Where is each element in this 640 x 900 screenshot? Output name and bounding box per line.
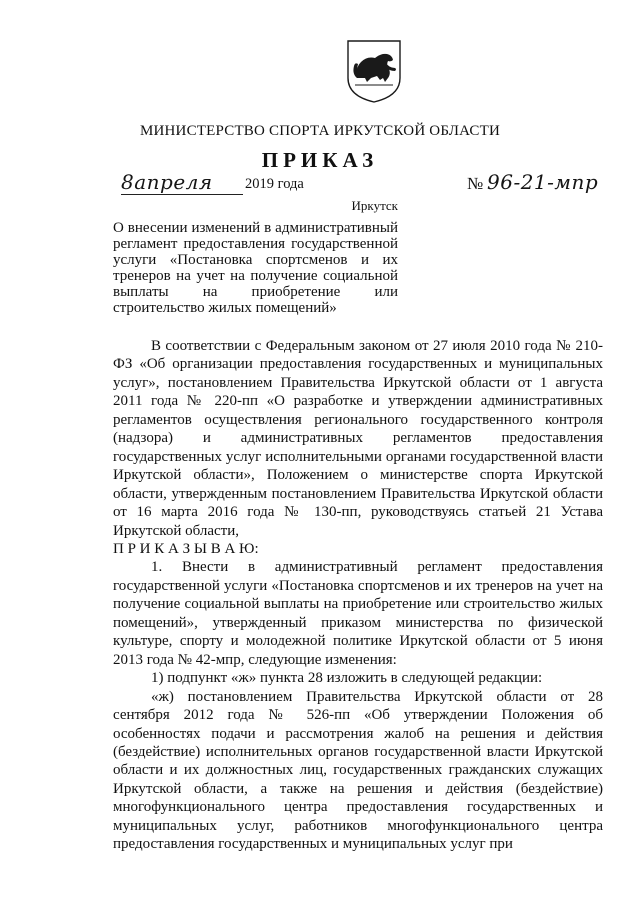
coat-of-arms-emblem — [345, 38, 403, 104]
order-keyword: П Р И К А З Ы В А Ю: — [113, 540, 259, 557]
subitem-zh-paragraph: «ж) постановлением Правительства Иркутской области от 28 сентября 2012 года № 526-пп «Об утверждении Положения об особенностях подачи и рассмотрения жалоб на решения и действия (бездействие) исполнительных органов государственной власти Иркутской области и их должностных лиц, государственных гражданских служащих Иркутской области, а также на решения и действия (бездействие) многофункционального центра предоставления государственных и муниципальных услуг, работников многофункционального центра предоставления государственных и муниципальных услуг при — [113, 688, 603, 853]
number-label: № — [467, 174, 484, 193]
date-year: 2019 года — [245, 176, 304, 192]
subitem-1-paragraph: 1) подпункт «ж» пункта 28 изложить в следующей редакции: — [151, 670, 543, 687]
order-subject: О внесении изменений в административный регламент предоставления государственной услуги «Постановка спортсменов и их тренеров на учет на получение социальной выплаты на приобретение или строительство жилых помещений» — [113, 220, 398, 316]
date-number-row — [113, 170, 603, 198]
item-1-paragraph: 1. Внести в административный регламент предоставления государственной услуги «Постановка спортсменов и их тренеров на учет на получение социальной выплаты на приобретение или строительство жилых помещений», утвержденный приказом министерства по физической культуре, спорту и молодежной политике Иркутской области от 5 июня 2013 года № 42-мпр, следующие изменения: — [113, 559, 603, 668]
city-name: Иркутск — [351, 198, 398, 213]
handwritten-date: 8апреля — [121, 170, 243, 195]
preamble-paragraph: В соответствии с Федеральным законом от 27 июля 2010 года № 210-ФЗ «Об организации предоставления государственных и муниципальных услуг», постановлением Правительства Иркутской области от 1 августа 2011 года № 220-пп «О разработке и утверждении административных регламентов осуществления регионального государственного контроля (надзора) и административных регламентов предоставления государственных услуг исполнительными органами государственной власти Иркутской области», Положением о министерстве спорта Иркутской области, утвержденным постановлением Правительства Иркутской области от 16 марта 2016 года № 130-пп, руководствуясь статьей 21 Устава Иркутской области, — [113, 338, 603, 539]
ministry-name: МИНИСТЕРСТВО СПОРТА ИРКУТСКОЙ ОБЛАСТИ — [139, 123, 501, 139]
order-body — [113, 337, 603, 854]
document-title: ПРИКАЗ — [261, 148, 379, 172]
handwritten-number: 96-21-мпр — [487, 170, 599, 194]
